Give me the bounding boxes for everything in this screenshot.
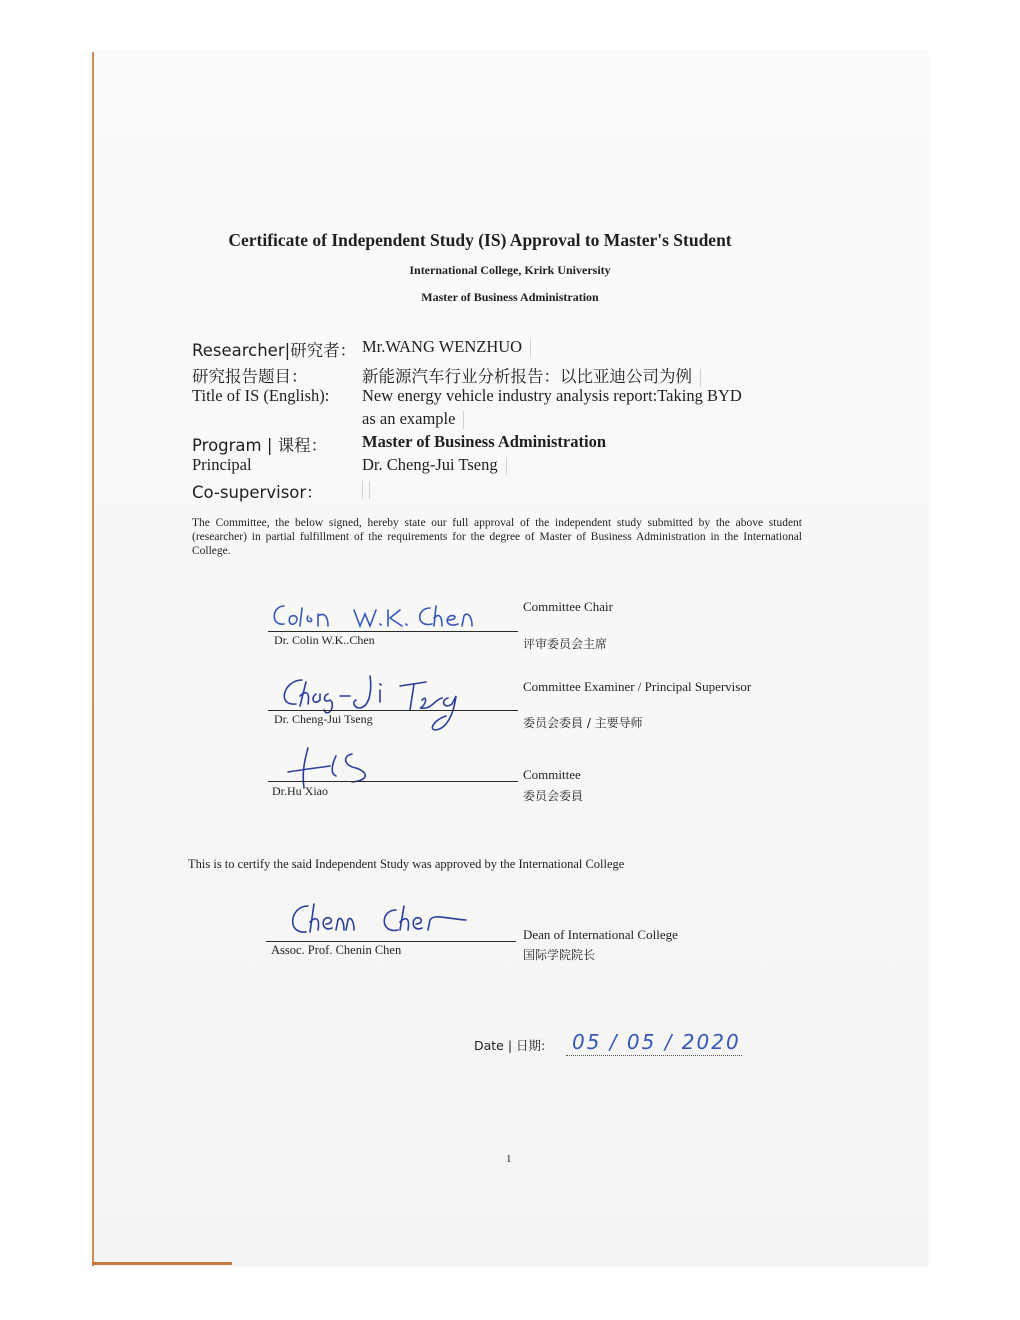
- researcher-label: Researcher|研究者：: [192, 341, 357, 360]
- committee-3-role-cn: 委员会委員: [523, 789, 584, 803]
- signature-line-2: [268, 710, 518, 711]
- cosupervisor-value: [362, 479, 370, 499]
- dean-name: Assoc. Prof. Chenin Chen: [271, 943, 402, 957]
- dean-role-cn: 国际学院院长: [523, 948, 596, 962]
- institution-name: International College, Krirk University: [409, 263, 611, 277]
- program-value: Master of Business Administration: [362, 432, 607, 451]
- date-label: Date | 日期:: [474, 1038, 546, 1053]
- certificate-title: Certificate of Independent Study (IS) Approval to Master's Student: [228, 230, 732, 250]
- committee-1-role-cn: 评审委员会主席: [523, 637, 608, 651]
- committee-2-name: Dr. Cheng-Jui Tseng: [274, 712, 373, 726]
- signature-chenin-chen: [286, 900, 476, 945]
- certify-text: This is to certify the said Independent Study was approved by the International College: [188, 857, 625, 871]
- title-cn-label: 研究报告题目：: [192, 367, 308, 386]
- principal-label: Principal: [192, 455, 252, 474]
- signature-line-1: [268, 631, 518, 632]
- committee-1-role: Committee Chair: [523, 599, 613, 614]
- program-label: Program | 课程：: [192, 436, 328, 455]
- title-en-value-line2: as an example: [362, 409, 464, 429]
- signature-line-dean: [266, 941, 516, 942]
- signature-cheng-jui-tseng: [276, 672, 476, 737]
- page-number: 1: [506, 1153, 512, 1165]
- committee-2-role-cn: 委员会委員 / 主要导师: [523, 716, 643, 730]
- dean-role: Dean of International College: [523, 927, 678, 942]
- committee-3-role: Committee: [523, 767, 581, 782]
- date-value: 05 / 05 / 2020: [572, 1030, 741, 1054]
- approval-statement: The Committee, the below signed, hereby state our full approval of the independent study submitted by the above student (researcher) in partial fulfillment of the requirements for the degree of Master of Business Administration in the International College.: [192, 517, 802, 557]
- researcher-value: Mr.WANG WENZHUO: [362, 337, 531, 357]
- title-en-value-line1: New energy vehicle industry analysis report:Taking BYD: [362, 386, 742, 405]
- signature-line-3: [268, 781, 518, 782]
- committee-2-role: Committee Examiner / Principal Supervisor: [523, 679, 752, 694]
- title-en-label: Title of IS (English):: [192, 386, 330, 405]
- program-heading: Master of Business Administration: [421, 290, 599, 304]
- paper-edge: [92, 1262, 232, 1265]
- principal-value: Dr. Cheng-Jui Tseng: [362, 455, 507, 475]
- title-cn-value: 新能源汽车行业分析报告：以比亚迪公司为例: [362, 363, 701, 387]
- date-line: [566, 1055, 742, 1056]
- committee-3-name: Dr.Hu Xiao: [272, 784, 328, 798]
- committee-1-name: Dr. Colin W.K..Chen: [274, 633, 375, 647]
- cosupervisor-label: Co-supervisor：: [192, 483, 323, 502]
